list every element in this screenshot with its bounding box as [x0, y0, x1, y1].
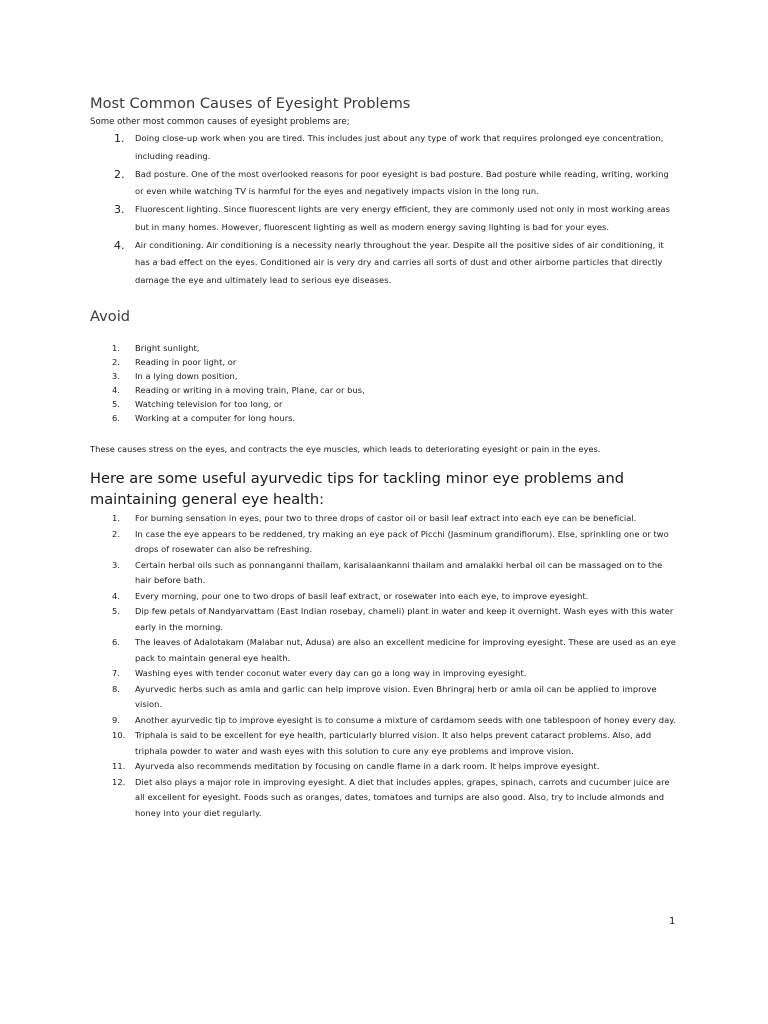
list-item [90, 558, 680, 589]
list-text: Washing eyes with tender coconut water every day can go a long way in improving eyesight. [135, 668, 527, 678]
list-number: 9. [112, 714, 121, 725]
list-number: 3. [114, 203, 125, 216]
list-number: 6. [112, 413, 121, 423]
list-text: In a lying down position, [135, 371, 238, 381]
list-text: Ayurvedic herbs such as amla and garlic can help improve vision. Even Bhringraj herb or amla oil can be applied to improve vision. [135, 683, 657, 709]
causes-list [90, 130, 680, 289]
list-item [90, 383, 680, 397]
list-number: 3. [112, 559, 121, 570]
list-number: 8. [112, 683, 121, 694]
list-text: Ayurveda also recommends meditation by focusing on candle flame in a dark room. It helps improve eyesight. [135, 761, 600, 771]
list-number: 5. [112, 606, 121, 616]
list-text: Reading or writing in a moving train, Plane, car or bus, [135, 385, 365, 395]
list-text: Diet also plays a major role in improving eyesight. A diet that includes apples, grapes, spinach, carrots and cucumber juice are all excellent for eyesight. Foods such as oranges, dates, tomatoes and turnips are also good. Also, try to include almonds and honey into your diet regularly. [135, 776, 670, 818]
section-heading-tips: Here are some useful ayurvedic tips for tackling minor eye problems and maintaining general eye health: [90, 470, 624, 508]
page-content [90, 94, 680, 821]
list-number: 4. [114, 238, 125, 252]
list-number: 1. [112, 513, 121, 523]
list-text: Working at a computer for long hours. [135, 413, 296, 423]
causes-intro: Some other most common causes of eyesight problems are; [90, 117, 350, 127]
list-item [90, 130, 680, 165]
list-number: 5. [112, 399, 121, 409]
section-heading-causes: Most Common Causes of Eyesight Problems [90, 95, 411, 112]
list-number: 11. [112, 761, 126, 771]
list-text: Reading in poor light, or [135, 357, 237, 367]
avoid-paragraph: These causes stress on the eyes, and contracts the eye muscles, which leads to deteriorating eyesight or pain in the eyes. [90, 444, 601, 454]
list-item [90, 411, 680, 425]
list-item [90, 511, 680, 527]
list-text: Bright sunlight, [135, 343, 200, 353]
list-number: 6. [112, 637, 121, 647]
list-number: 4. [112, 385, 121, 395]
list-text: Doing close-up work when you are tired. This includes just about any type of work that requires prolonged eye concentration, including reading. [135, 133, 664, 161]
list-item [90, 201, 680, 236]
list-item [90, 589, 680, 605]
list-text: Certain herbal oils such as ponnanganni thailam, karisalaankanni thailam and amalakki herbal oil can be massaged on to the hair before bath. [135, 559, 663, 585]
list-item [90, 728, 680, 759]
list-number: 7. [112, 668, 121, 678]
list-item [90, 635, 680, 666]
list-text: Triphala is said to be excellent for eye health, particularly blurred vision. It also helps prevent cataract problems. Also, add triphala powder to water and wash eyes with this solution to cure any eye problems and improve vision. [135, 730, 652, 756]
list-item [90, 369, 680, 383]
list-item [90, 604, 680, 635]
page-number: 1 [669, 916, 676, 927]
list-text: The leaves of Adalotakam (Malabar nut, Adusa) are also an excellent medicine for improving eyesight. These are used as an eye pack to maintain general eye health. [135, 637, 676, 663]
list-number: 10. [112, 730, 126, 740]
list-text: Dip few petals of Nandyarvattam (East Indian rosebay, chameli) plant in water and keep it overnight. Wash eyes with this water early in the morning. [135, 606, 674, 632]
list-text: For burning sensation in eyes, pour two to three drops of castor oil or basil leaf extract into each eye can be beneficial. [135, 513, 637, 523]
list-item [90, 397, 680, 411]
list-number: 3. [112, 371, 121, 381]
list-text: Every morning, pour one to two drops of basil leaf extract, or rosewater into each eye, to improve eyesight. [135, 590, 589, 601]
list-item [90, 527, 680, 558]
list-text: Another ayurvedic tip to improve eyesight is to consume a mixture of cardamom seeds with one tablespoon of honey every day. [135, 714, 676, 725]
list-number: 1. [114, 132, 125, 145]
list-item [90, 666, 680, 682]
list-number: 4. [112, 590, 121, 601]
list-number: 2. [114, 167, 125, 181]
list-number: 2. [112, 528, 121, 539]
list-item [90, 759, 680, 775]
list-item [90, 713, 680, 729]
tips-list [90, 511, 680, 821]
section-heading-avoid: Avoid [90, 308, 131, 325]
list-text: In case the eye appears to be reddened, try making an eye pack of Picchi (Jasminum grandiflorum). Else, sprinkling one or two drops of rosewater can also be refreshing. [135, 528, 669, 554]
list-item [90, 775, 680, 822]
list-text: Bad posture. One of the most overlooked reasons for poor eyesight is bad posture. Bad posture while reading, writing, working or even while watching TV is harmful for the eyes and negatively impacts vision in the long run. [135, 168, 669, 196]
list-text: Air conditioning. Air conditioning is a necessity nearly throughout the year. Despite all the positive sides of air conditioning, it has a bad effect on the eyes. Conditioned air is very dry and carries all sorts of dust and other airborne particles that directly damage the eye and ultimately lead to serious eye diseases. [135, 239, 664, 285]
list-item [90, 341, 680, 355]
list-item [90, 166, 680, 201]
list-number: 1. [112, 343, 121, 353]
list-item [90, 237, 680, 290]
list-item [90, 682, 680, 713]
list-item [90, 355, 680, 369]
avoid-list [90, 341, 680, 425]
list-text: Watching television for too long, or [135, 399, 283, 409]
list-text: Fluorescent lighting. Since fluorescent lights are very energy efficient, they are commonly used not only in most working areas but in many homes. However, fluorescent lighting as well as modern energy saving lighting is bad for your eyes. [135, 204, 670, 232]
list-number: 2. [112, 357, 121, 367]
list-number: 12. [112, 776, 126, 787]
